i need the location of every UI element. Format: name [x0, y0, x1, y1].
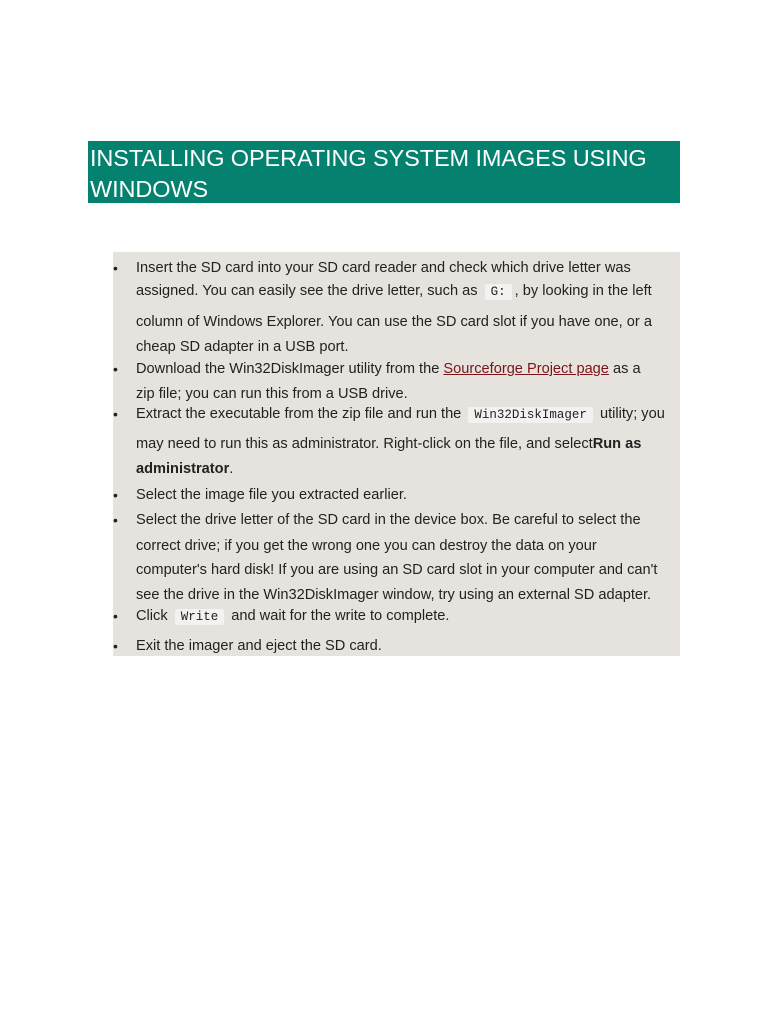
bullet-icon: •: [113, 361, 118, 377]
write-code: Write: [175, 609, 225, 625]
step-1-line-2: assigned. You can easily see the drive letter, such as: [136, 283, 478, 299]
bullet-icon: •: [113, 638, 118, 654]
step-6-rest: and wait for the write to complete.: [231, 608, 450, 624]
step-1-line-2b: , by looking in the left: [514, 283, 652, 299]
step-1-line-1: Insert the SD card into your SD card reader and check which drive letter was: [136, 260, 631, 276]
instructions-panel: [113, 252, 680, 656]
list-item: [113, 402, 680, 482]
step-3-line-2: may need to run this as administrator. Right-click on the file, and select: [136, 436, 593, 452]
step-2-line-1: Download the Win32DiskImager utility from the: [136, 361, 440, 377]
win32diskimager-code: Win32DiskImager: [468, 407, 593, 423]
list-item: [113, 357, 680, 407]
bullet-icon: •: [113, 487, 118, 503]
list-item: [113, 256, 680, 356]
step-5-line-1: Select the drive letter of the SD card in the device box. Be careful to select the: [136, 512, 641, 528]
step-6-click: Click: [136, 608, 168, 624]
drive-letter-code: G:: [485, 284, 512, 300]
step-1-line-3: column of Windows Explorer. You can use the SD card slot if you have one, or a: [136, 314, 652, 330]
step-7-line-1: Exit the imager and eject the SD card.: [136, 638, 382, 654]
heading-line-2: WINDOWS: [90, 176, 209, 202]
step-5-line-4: see the drive in the Win32DiskImager window, try using an external SD adapter.: [136, 587, 652, 603]
step-1-line-4: cheap SD adapter in a USB port.: [136, 339, 349, 355]
step-2-line-2: zip file; you can run this from a USB drive.: [136, 386, 408, 402]
list-item: [113, 483, 680, 508]
list-item: [113, 508, 680, 608]
sourceforge-link[interactable]: Sourceforge Project page: [443, 361, 609, 377]
section-heading: [88, 141, 680, 203]
bullet-icon: •: [113, 260, 118, 276]
heading-line-1: INSTALLING OPERATING SYSTEM IMAGES USING: [90, 145, 647, 171]
step-3-line-1: Extract the executable from the zip file and run the: [136, 406, 462, 422]
administrator-bold: administrator: [136, 461, 230, 477]
step-3-period: .: [229, 461, 234, 477]
bullet-icon: •: [113, 512, 118, 528]
run-as-bold: Run as: [592, 436, 642, 452]
step-5-line-3: computer's hard disk! If you are using an SD card slot in your computer and can't: [136, 562, 658, 578]
step-4-line-1: Select the image file you extracted earlier.: [136, 487, 407, 503]
step-5-line-2: correct drive; if you get the wrong one you can destroy the data on your: [136, 538, 597, 554]
list-item: [113, 604, 680, 629]
bullet-icon: •: [113, 406, 118, 422]
list-item: [113, 634, 680, 659]
bullet-icon: •: [113, 608, 118, 624]
step-2-line-1b: as a: [612, 361, 641, 377]
step-3-line-1b: utility; you: [599, 406, 665, 422]
